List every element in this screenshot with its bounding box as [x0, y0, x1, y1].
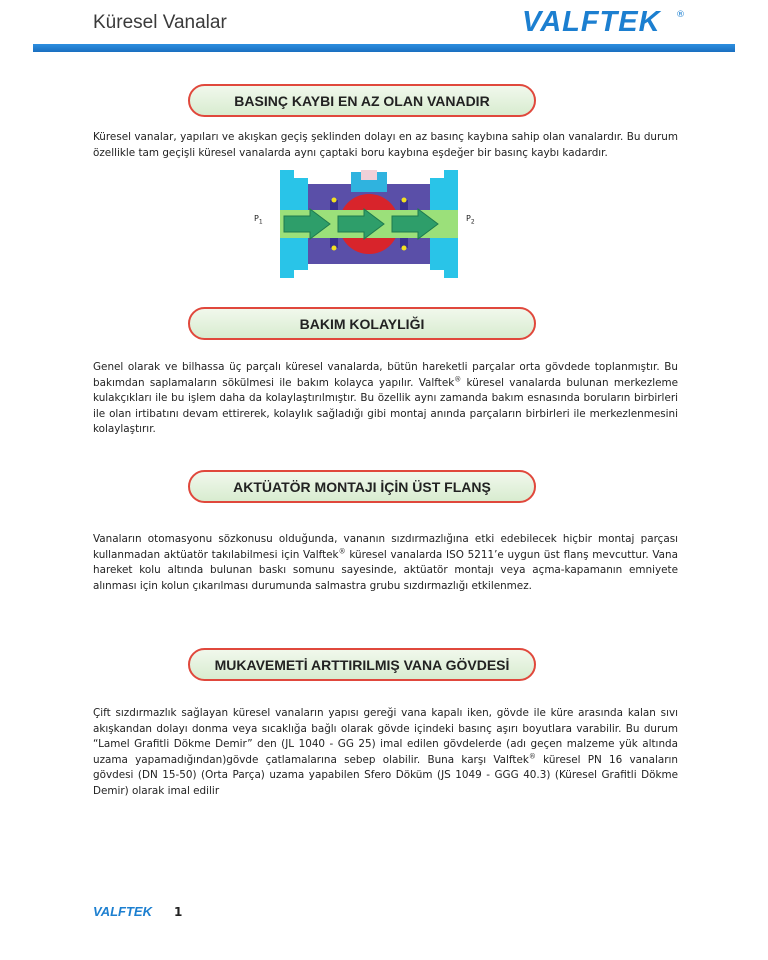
registered-mark: ®	[528, 752, 536, 761]
paragraph-text-b: küresel vanalarda ISO 5211’e uygun üst flanş mevcuttur. Vana hareket kolu altında bulunan baskı somunu sayesinde, aktüatör montajı veya açma-kapamanın emniyete alınması için kolun çıkarılması durumunda salmastra grubu sızdırmazlığı etkilenmez.	[93, 548, 679, 592]
paragraph-text: Küresel vanalar, yapıları ve akışkan geçiş şeklinden dolayı en az basınç kaybına sahip olan vanalardır. Bu durum özellikle tam geçişli küresel vanalarda aynı çaptaki boru kaybına eşdeğer bir basınç kaybı kadardır.	[93, 131, 678, 159]
section-paragraph-pressure-loss	[93, 130, 678, 161]
section-paragraph-maintenance	[93, 360, 678, 438]
header-divider	[33, 44, 735, 52]
registered-mark: ®	[338, 547, 346, 556]
paragraph-text-a: Çift sızdırmazlık sağlayan küresel vanaların yapısı gereği vana kapalı iken, gövde ile küre arasında kalan sıvı akışkandan dolayı donma veya sıcaklığa bağlı olarak gövde içindeki basınç aşırı boyutlara varabilir. Bu durum “Lamel Grafitli Dökme Demir” den (JL 1040 - GG 25) imal edilen gövdelerde (adı geçen malzeme yük altında uzama yapamadığından)gövde çatlamalarına sebep olabilir. Buna karşı Valftek	[93, 707, 678, 766]
page-header	[0, 0, 768, 52]
valve-stem	[361, 170, 377, 180]
brand-logo: VALFTEK	[522, 6, 661, 38]
registered-mark: ®	[454, 375, 462, 384]
pressure-label-p2: $P_2$	[466, 214, 475, 226]
pressure-label-p1: $P_1$	[254, 214, 263, 226]
header-title: Küresel Vanalar	[93, 12, 227, 33]
footer-brand-logo: VALFTEK	[93, 904, 152, 919]
paragraph-text-b: küresel PN 16 vanaların gövdesi (DN 15-50) (Orta Parça) uzama yapabilen Sfero Döküm (JS 1049 - GGG 40.3) (Küresel Grafitli Dökme Demir) olarak imal edilir	[93, 753, 678, 797]
section-heading-reinforced-body: MUKAVEMETİ ARTTIRILMIŞ VANA GÖVDESİ	[188, 648, 536, 681]
paragraph-text-a: Genel olarak ve bilhassa üç parçalı küresel vanalarda, bütün hareketli parçalar orta gövdede toplanmıştır. Bu bakımdan saplamaların sökülmesi ile bakım kolayca yapılır. Valftek	[93, 361, 678, 389]
section-heading-pressure-loss: BASINÇ KAYBI EN AZ OLAN VANADIR	[188, 84, 536, 117]
valve-illustration	[254, 170, 484, 280]
section-heading-maintenance: BAKIM KOLAYLIĞI	[188, 307, 536, 340]
paragraph-text-a: Vanaların otomasyonu sözkonusu olduğunda, vananın sızdırmazlığına etki edebilecek hiçbir montaj parçası kullanmadan aktüatör takılabilmesi için Valftek	[93, 533, 678, 561]
page-number: 1	[174, 905, 183, 919]
section-paragraph-reinforced-body	[93, 706, 678, 799]
paragraph-text-b: küresel vanalarda bulunan merkezleme kulakçıkları ile bu işlem daha da kolaylaştırılmıştır. Bu özellik aynı zamanda bakım esnasında boruların birbirleri ile olan irtibatını devam ettirerek, kolaylık sağladığı gibi montaj anında parçaların birbirleri ile merkezlenmesini kolaylaştırır.	[93, 376, 678, 435]
ball-valve-diagram	[254, 170, 484, 280]
section-heading-actuator-flange: AKTÜATÖR MONTAJI İÇİN ÜST FLANŞ	[188, 470, 536, 503]
brand-registered-mark: ®	[676, 10, 685, 20]
section-paragraph-actuator-flange	[93, 532, 678, 594]
